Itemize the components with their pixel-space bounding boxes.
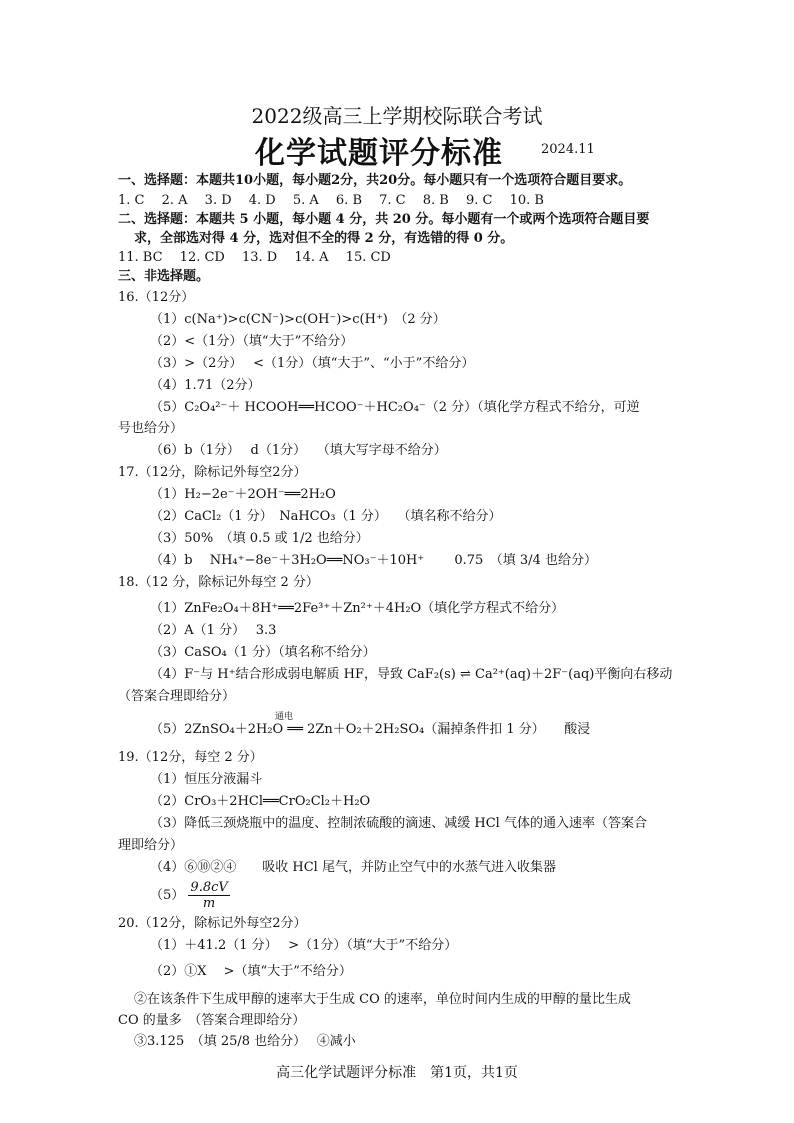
- q16-heading: 16.（12分）: [118, 290, 195, 305]
- q16-line-3: （3）>（2分） <（1分）（填“大于”、“小于”不给分）: [150, 356, 475, 371]
- q17-line-2: （2）CaCl₂（1 分） NaHCO₃（1 分） （填名称不给分）: [150, 509, 502, 524]
- q20-line-3a: ②在该条件下生成甲醇的速率大于生成 CO 的速率，单位时间内生成的甲醇的量比生成: [134, 992, 631, 1007]
- q20-line-1: （1）＋41.2（1 分） >（1分）（填“大于”不给分）: [150, 938, 458, 953]
- q19-line-4: （4）⑥⑩②④ 吸收 HCl 尾气，并防止空气中的水蒸气进入收集器: [150, 860, 556, 875]
- section2-heading-a: 二、选择题：本题共 5 小题，每小题 4 分，共 20 分。每小题有一个或两个选项符合题目要: [118, 212, 650, 227]
- q16-line-2: （2）<（1分）（填“大于”不给分）: [150, 334, 354, 349]
- q20-line-2: （2）①X >（填“大于”不给分）: [150, 964, 352, 979]
- section1-answers: 1. C 2. A 3. D 4. D 5. A 6. B 7. C 8. B 9. C 10. B: [118, 193, 544, 208]
- document-title: 化学试题评分标准: [255, 136, 503, 171]
- q17-heading: 17.（12分，除标记外每空2分）: [118, 465, 307, 480]
- document-date: 2024.11: [541, 142, 595, 157]
- q16-line-6: （6）b（1分） d（1分） （填大写字母不给分）: [150, 443, 447, 458]
- q19-line-5-label: （5）: [150, 888, 185, 903]
- q19-line-1: （1）恒压分液漏斗: [150, 772, 263, 787]
- q18-line-4a: （4）F⁻与 H⁺结合形成弱电解质 HF，导致 CaF₂(s) ⇌ Ca²⁺(aq)＋2F⁻(aq)平衡向右移动: [150, 667, 673, 682]
- q18-line-1: （1）ZnFe₂O₄＋8H⁺══2Fe³⁺＋Zn²⁺＋4H₂O（填化学方程式不给分）: [150, 601, 565, 616]
- q19-fraction: [188, 880, 229, 911]
- q17-line-3: （3）50% （填 0.5 或 1/2 也给分）: [150, 531, 369, 546]
- q17-line-4: （4）b NH₄⁺−8e⁻＋3H₂O══NO₃⁻＋10H⁺ 0.75 （填 3/4 也给分）: [150, 553, 597, 568]
- q20-heading: 20.（12分，除标记外每空2分）: [118, 916, 307, 931]
- q19-fraction-denominator: m: [202, 896, 216, 911]
- q17-line-1: （1）H₂−2e⁻＋2OH⁻══2H₂O: [150, 487, 336, 502]
- q16-line-5b: 号也给分）: [118, 421, 184, 436]
- q19-heading: 19.（12分，每空 2 分）: [118, 750, 263, 765]
- q18-heading: 18.（12 分，除标记外每空 2 分）: [118, 575, 319, 590]
- section3-heading: 三、非选择题。: [118, 269, 210, 284]
- q18-electrolysis-condition: 通电: [275, 712, 294, 722]
- section2-heading-b: 求，全部选对得 4 分，选对但不全的得 2 分，有选错的得 0 分。: [134, 231, 514, 246]
- q16-line-5a: （5）C₂O₄²⁻＋ HCOOH══HCOO⁻＋HC₂O₄⁻（2 分）（填化学方程式不给分，可逆: [150, 400, 640, 415]
- q18-line-2: （2）A（1 分） 3.3: [150, 623, 277, 638]
- page-footer: 高三化学试题评分标准 第1页，共1页: [276, 1065, 518, 1081]
- q19-line-2: （2）CrO₃＋2HCl══CrO₂Cl₂＋H₂O: [150, 794, 371, 809]
- exam-title-line: 2022级高三上学期校际联合考试: [251, 104, 543, 128]
- q20-line-4: ③3.125 （填 25/8 也给分） ④减小: [134, 1034, 356, 1049]
- section1-heading: 一、选择题：本题共10小题，每小题2分，共20分。每小题只有一个选项符合题目要求。: [118, 173, 632, 188]
- q18-line-5: （5）2ZnSO₄＋2H₂O ══ 2Zn＋O₂＋2H₂SO₄（漏掉条件扣 1 分） 酸浸: [150, 722, 591, 737]
- q19-line-5: [150, 880, 230, 912]
- section2-answers: 11. BC 12. CD 13. D 14. A 15. CD: [118, 250, 391, 265]
- q19-line-3a: （3）降低三颈烧瓶中的温度、控制浓硫酸的滴速、减缓 HCl 气体的通入速率（答案合: [150, 816, 647, 831]
- q18-line-4b: （答案合理即给分）: [118, 689, 236, 704]
- q18-line-3: （3）CaSO₄（1 分）（填名称不给分）: [150, 645, 376, 660]
- q16-line-4: （4）1.71（2分）: [150, 378, 261, 393]
- q19-line-3b: 理即给分）: [118, 838, 184, 853]
- q20-line-3b: CO 的量多 （答案合理即给分）: [118, 1013, 306, 1028]
- q16-line-1: （1）c(Na⁺)>c(CN⁻)>c(OH⁻)>c(H⁺) （2 分）: [150, 312, 446, 327]
- q19-fraction-numerator: 9.8cV: [190, 880, 228, 895]
